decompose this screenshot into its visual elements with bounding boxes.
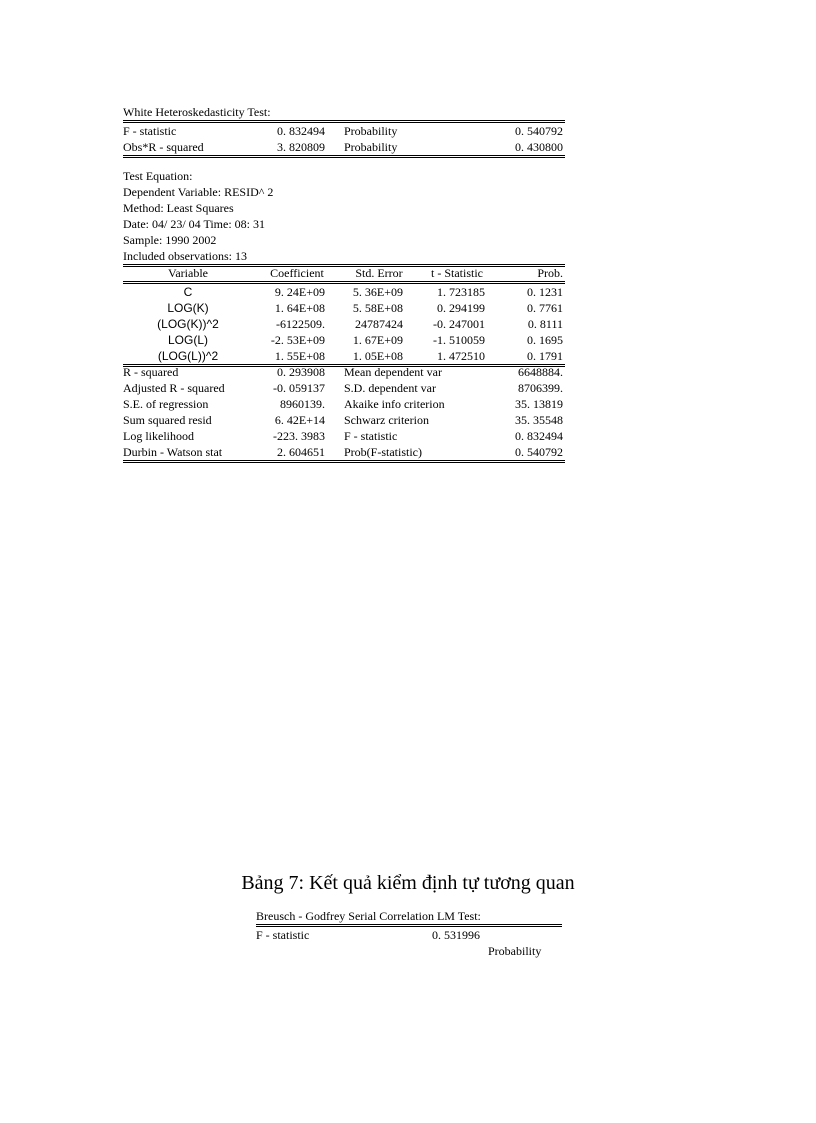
info-text: Date: 04/ 23/ 04 Time: 08: 31 [123,217,266,231]
cell-coefficient: -2. 53E+09 [270,333,325,347]
info-line [123,200,565,216]
white-test-table [123,104,565,158]
bg-title: Breusch - Godfrey Serial Correlation LM Test: [256,909,481,923]
info-line [123,184,565,200]
cell-t-statistic: 1. 723185 [437,285,485,299]
coef-row [123,316,565,332]
cell-std-error: 24787424 [355,317,403,331]
row-prob-label: Probability [344,140,398,154]
row-label: F - statistic [123,124,177,138]
stat-value: 6. 42E+14 [274,413,325,427]
info-line [123,168,565,184]
stat-label-2: S.D. dependent var [344,381,436,395]
cell-t-statistic: 0. 294199 [437,301,485,315]
summary-stats-table [123,364,565,463]
section-title: Bảng 7: Kết quả kiểm định tự tương quan [241,872,575,894]
stats-row [123,380,565,396]
bg-prob-row [256,943,562,959]
stat-label: Log likelihood [123,429,194,443]
cell-t-statistic: -0. 247001 [433,317,485,331]
stat-label: Adjusted R - squared [123,381,225,395]
cell-std-error: 1. 67E+09 [352,333,403,347]
row-value: 0. 832494 [277,124,325,138]
white-test-title [123,104,565,123]
cell-prob: 0. 1695 [527,333,563,347]
info-line [123,216,565,232]
bg-f-row [256,927,562,943]
info-text: Test Equation: [123,169,193,183]
white-row-f [123,123,565,139]
coef-row [123,332,565,348]
header-t-statistic: t - Statistic [431,266,483,280]
stat-label: S.E. of regression [123,397,209,411]
header-variable: Variable [168,266,208,280]
header-coefficient: Coefficient [270,266,324,280]
bg-title-row [256,908,562,927]
coef-header-row [123,265,565,284]
stat-value-2: 0. 832494 [515,429,563,443]
cell-prob: 0. 7761 [527,301,563,315]
breusch-godfrey-table [256,908,562,959]
stat-value: 0. 293908 [277,365,325,379]
row-prob: 0. 540792 [515,124,563,138]
stat-value: 8960139. [280,397,325,411]
cell-std-error: 1. 05E+08 [352,349,403,363]
stat-value-2: 35. 35548 [515,413,563,427]
info-text: Included observations: 13 [123,249,247,263]
cell-variable: (LOG(K))^2 [157,317,219,331]
cell-coefficient: 1. 55E+08 [274,349,325,363]
cell-prob: 0. 8111 [527,317,563,331]
coefficient-table [123,265,565,367]
row-value: 3. 820809 [277,140,325,154]
stat-value-2: 35. 13819 [515,397,563,411]
stat-label-2: Schwarz criterion [344,413,429,427]
cell-std-error: 5. 58E+08 [352,301,403,315]
header-prob: Prob. [537,266,563,280]
stat-value: -0. 059137 [273,381,325,395]
bg-f-label: F - statistic [256,928,310,942]
info-text: Method: Least Squares [123,201,234,215]
cell-prob: 0. 1231 [527,285,563,299]
cell-variable: LOG(K) [167,301,209,315]
stat-label-2: F - statistic [344,429,398,443]
stat-label: Sum squared resid [123,413,212,427]
cell-coefficient: 1. 64E+08 [274,301,325,315]
stat-value-2: 0. 540792 [515,445,563,459]
cell-coefficient: -6122509. [276,317,325,331]
stat-label-2: Prob(F-statistic) [344,445,422,459]
info-text: Sample: 1990 2002 [123,233,217,247]
cell-coefficient: 9. 24E+09 [274,285,325,299]
cell-prob: 0. 1791 [527,349,563,363]
cell-t-statistic: 1. 472510 [437,349,485,363]
row-prob: 0. 430800 [515,140,563,154]
stats-row [123,428,565,444]
stat-label: R - squared [123,365,179,379]
info-line [123,232,565,248]
stats-row [123,364,565,380]
cell-variable: C [183,285,193,299]
row-prob-label: Probability [344,124,398,138]
white-test-title-text: White Heteroskedasticity Test: [123,105,271,119]
coef-row [123,300,565,316]
white-row-obs [123,139,565,158]
cell-variable: LOG(L) [167,333,208,347]
cell-t-statistic: -1. 510059 [433,333,485,347]
stat-value-2: 8706399. [518,381,563,395]
stat-label: Durbin - Watson stat [123,445,223,459]
row-label: Obs*R - squared [123,140,204,154]
header-std-error: Std. Error [355,266,403,280]
bg-f-value: 0. 531996 [432,928,480,942]
stat-value-2: 6648884. [518,365,563,379]
coef-row [123,284,565,300]
stats-row [123,412,565,428]
bg-prob-label: Probability [488,944,542,958]
stat-value: 2. 604651 [277,445,325,459]
stat-label-2: Mean dependent var [344,365,442,379]
test-equation-info [123,168,565,267]
stats-row [123,396,565,412]
cell-variable: (LOG(L))^2 [157,349,219,363]
stats-row [123,444,565,463]
stat-label-2: Akaike info criterion [344,397,445,411]
cell-std-error: 5. 36E+09 [352,285,403,299]
info-text: Dependent Variable: RESID^ 2 [123,185,274,199]
stat-value: -223. 3983 [273,429,325,443]
